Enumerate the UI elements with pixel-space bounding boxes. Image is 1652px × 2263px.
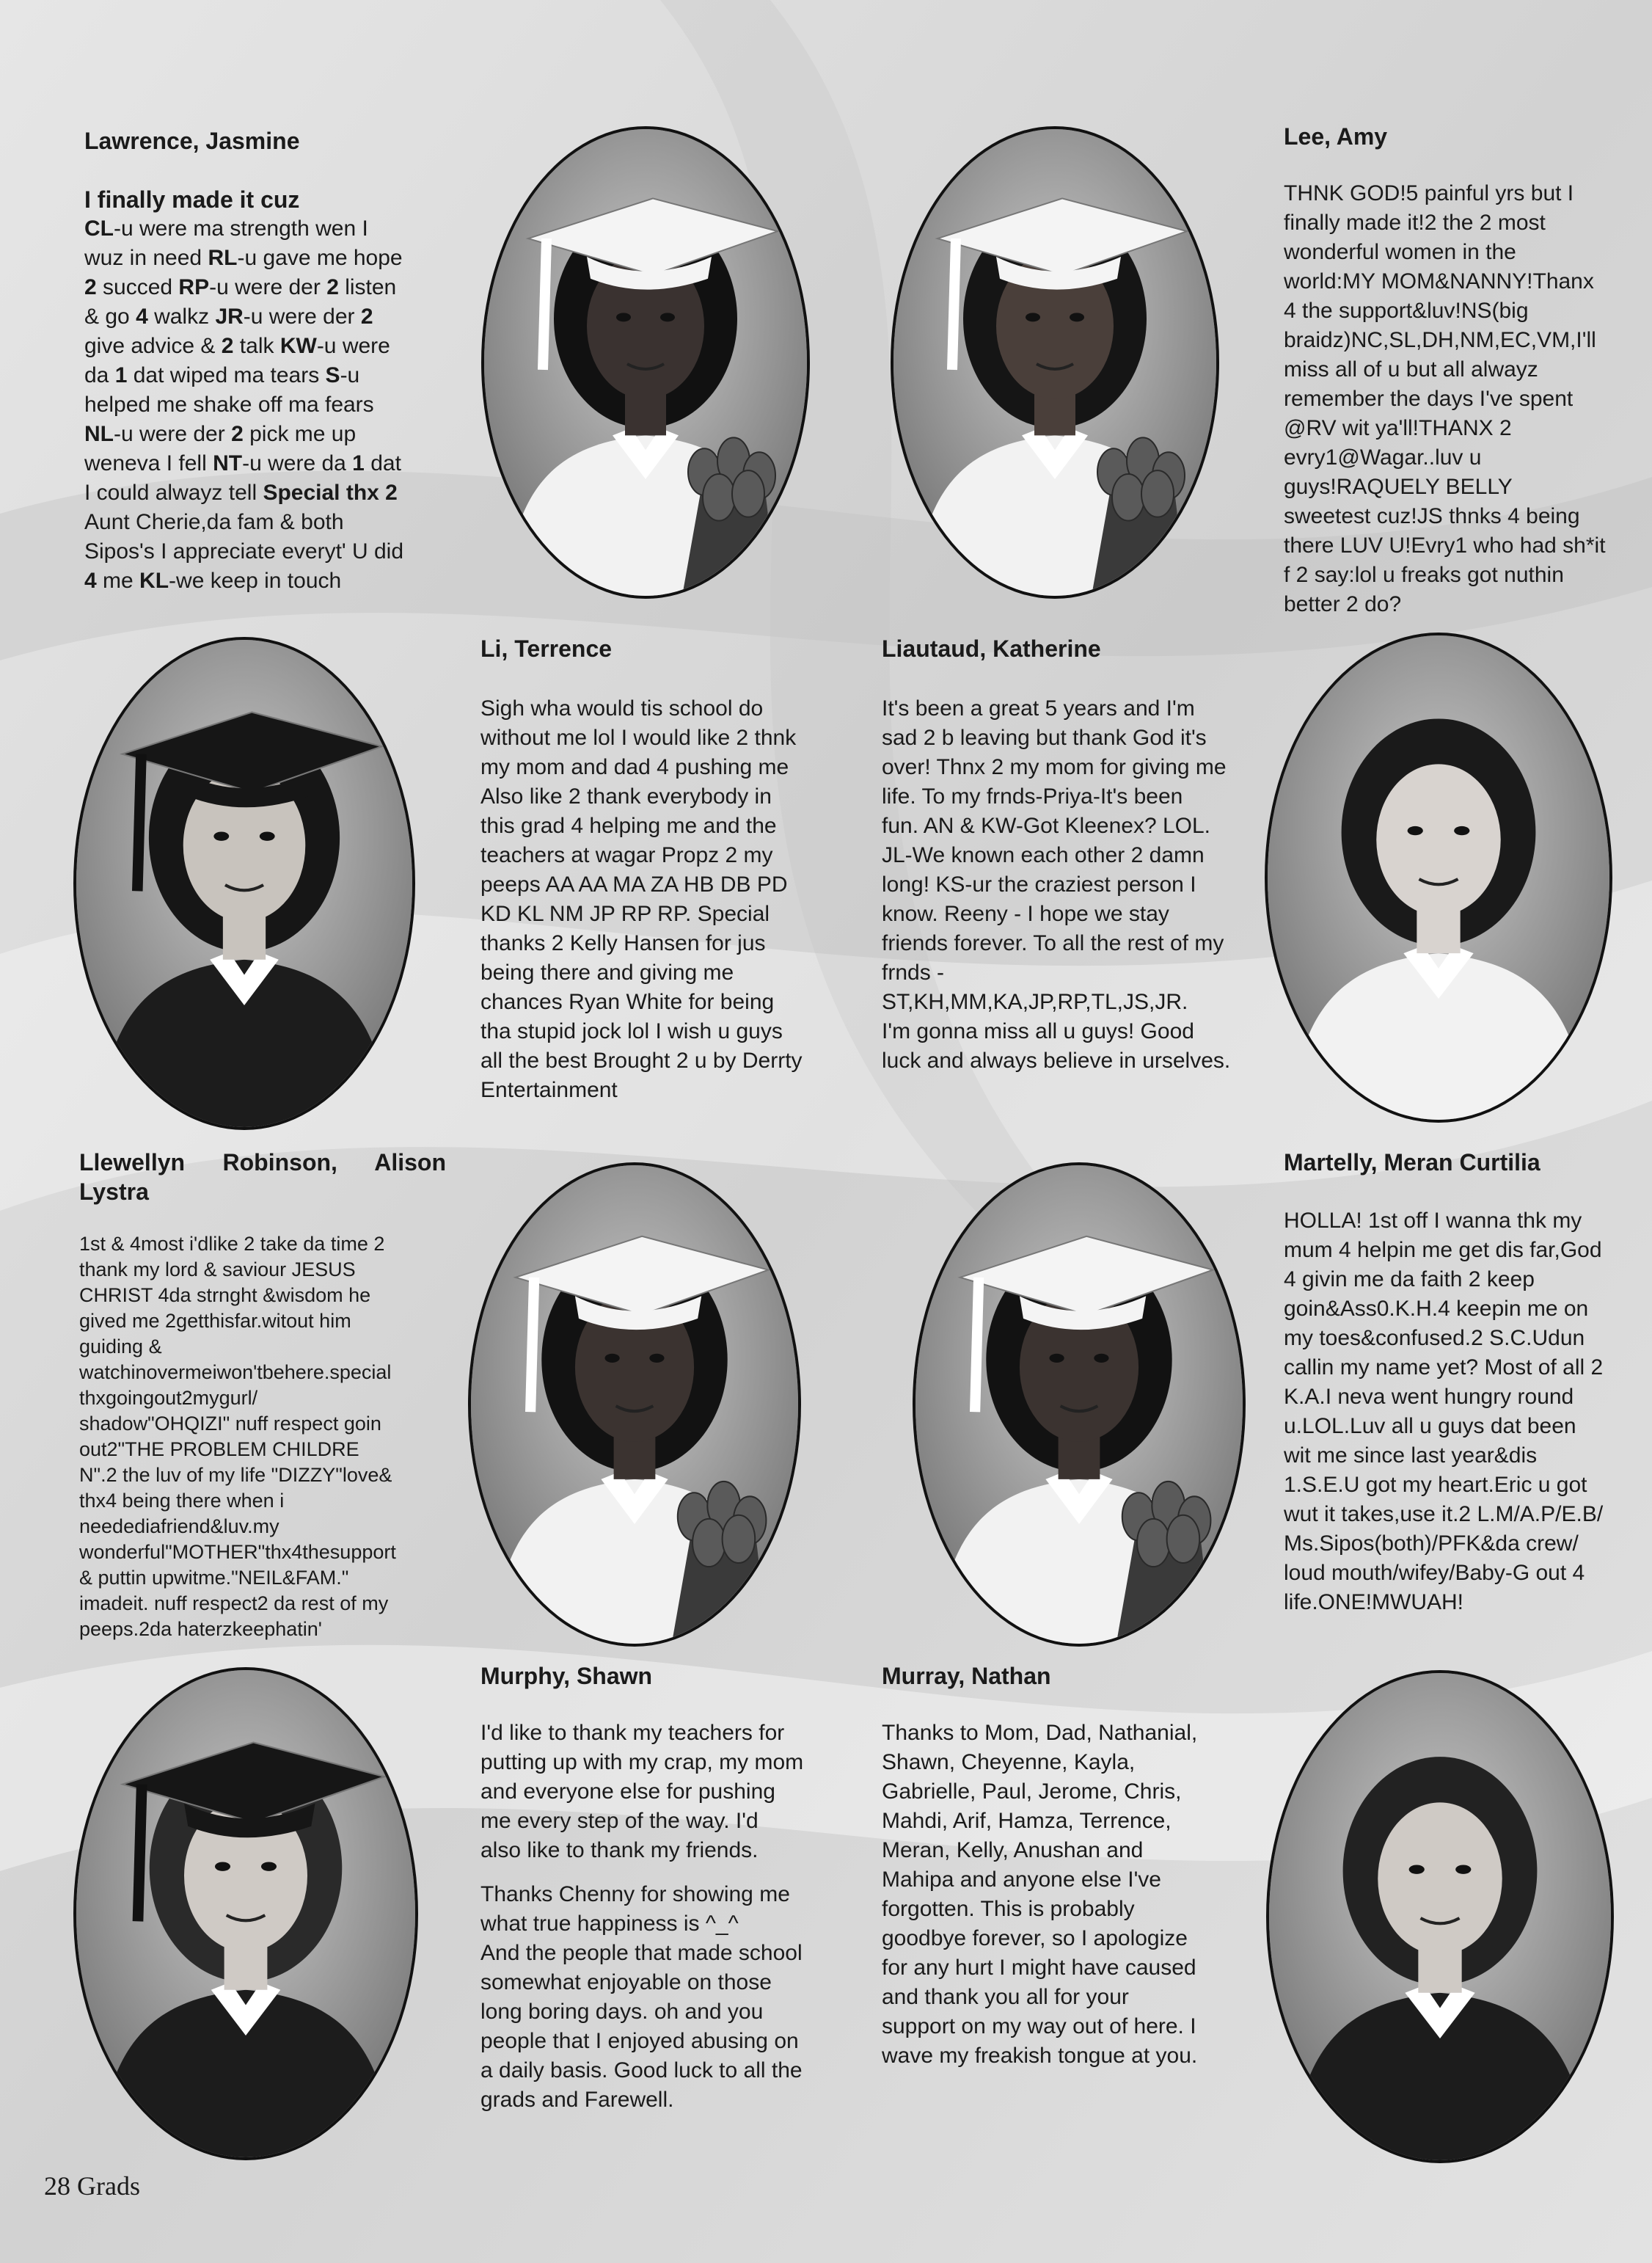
portrait-murphy-shawn — [73, 1667, 418, 2160]
text-line: Also like 2 thank everybody in — [480, 784, 772, 809]
text-line: braidz)NC,SL,DH,NM,EC,VM,I'll — [1284, 328, 1596, 352]
right-eye — [1094, 1354, 1108, 1363]
portrait-photo — [1268, 635, 1609, 1120]
text-line: It's been a great 5 years and I'm — [882, 696, 1195, 721]
text-segment: da — [84, 363, 115, 387]
text-segment: -u were ma strength wen I — [114, 216, 368, 241]
entry-name-liautaud: Liautaud, Katherine — [882, 635, 1101, 662]
text-line — [84, 478, 466, 508]
portrait-photo — [1269, 1673, 1611, 2160]
text-line: wave my freakish tongue at you. — [882, 2044, 1198, 2068]
portrait-photo — [484, 129, 807, 596]
entry-text-li — [480, 694, 822, 1105]
text-line: I'm gonna miss all u guys! Good — [882, 1019, 1194, 1043]
tulip-flower — [1167, 1515, 1200, 1563]
face — [1378, 1802, 1502, 1955]
text-line: people that I enjoyed abusing on — [480, 2029, 799, 2053]
text-line: frnds - — [882, 961, 945, 985]
text-line: my toes&confused.2 S.C.Udun — [1284, 1326, 1585, 1350]
text-segment: pick me up — [243, 422, 357, 446]
portrait-martelly-meran — [913, 1162, 1246, 1647]
text-line: long! KS-ur the craziest person I — [882, 872, 1196, 897]
text-line: goodbye forever, so I apologize — [882, 1926, 1188, 1950]
text-line: needediafriend&luv.my — [79, 1515, 279, 1537]
text-line: wit me since last year&dis — [1284, 1443, 1538, 1468]
text-line — [84, 449, 466, 478]
cap-tassel — [138, 1785, 142, 1922]
text-line: 1st & 4most i'dlike 2 take da time 2 — [79, 1233, 385, 1255]
text-line: And the people that made school — [480, 1941, 803, 1965]
right-eye — [649, 1354, 664, 1363]
text-line: Gabrielle, Paul, Jerome, Chris, — [882, 1779, 1182, 1804]
text-line: tha stupid jock lol I wish u guys — [480, 1019, 783, 1043]
text-segment: -u were der — [114, 422, 232, 446]
bold-initials: 1 — [114, 363, 128, 387]
text-line: what true happiness is ^_^ — [480, 1912, 739, 1936]
text-segment: helped me shake off ma fears — [84, 393, 374, 417]
text-line: fun. AN & KW-Got Kleenex? LOL. — [882, 814, 1211, 838]
bold-initials: 2 — [360, 305, 373, 329]
text-line — [84, 244, 466, 273]
text-line: know. Reeny - I hope we stay — [882, 902, 1169, 926]
text-line: THNK GOD!5 painful yrs but I — [1284, 181, 1574, 205]
text-line: CHRIST 4da strnght &wisdom he — [79, 1284, 371, 1306]
portrait-lawrence-jasmine — [481, 126, 810, 599]
entry-name-llewellyn: Llewellyn Robinson, Alison Lystra — [79, 1149, 446, 1205]
bold-initials: 2 — [84, 275, 97, 299]
text-line: gived me 2getthisfar.witout him — [79, 1310, 351, 1332]
left-eye — [1409, 1865, 1425, 1873]
entry-heading-lawrence: I finally made it cuz — [84, 186, 300, 213]
left-eye — [1026, 313, 1040, 321]
text-line: somewhat enjoyable on those — [480, 1970, 772, 1994]
bold-initials: S — [325, 363, 340, 387]
right-eye — [1454, 826, 1469, 835]
text-line: over! Thnx 2 my mom for giving me — [882, 755, 1227, 779]
bold-initials: KL — [139, 569, 169, 593]
text-line: watchinovermeiwon'tbehere.special — [79, 1361, 392, 1383]
text-line — [84, 361, 466, 390]
text-line: callin my name yet? Most of all 2 — [1284, 1355, 1604, 1380]
bold-initials: 1 — [352, 451, 365, 475]
text-line: grads and Farewell. — [480, 2088, 674, 2112]
text-line: remember the days I've spent — [1284, 387, 1574, 411]
text-segment: listen — [338, 275, 397, 299]
tulip-flower — [732, 470, 764, 517]
text-line — [480, 1865, 833, 1880]
text-line: friends forever. To all the rest of my — [882, 931, 1224, 955]
text-line: teachers at wagar Propz 2 my — [480, 843, 773, 867]
text-line: I'd like to thank my teachers for — [480, 1721, 785, 1745]
text-line: wonderful"MOTHER"thx4thesupport — [79, 1541, 396, 1563]
text-line — [84, 508, 466, 537]
text-line: luck and always believe in urselves. — [882, 1049, 1231, 1073]
text-line: 4 the support&luv!NS(big — [1284, 299, 1529, 323]
entry-name-lee: Lee, Amy — [1284, 123, 1388, 150]
text-line: for any hurt I might have caused — [882, 1956, 1196, 1980]
text-line: Thanks to Mom, Dad, Nathanial, — [882, 1721, 1198, 1745]
text-line: u.LOL.Luv all u guys dat been — [1284, 1414, 1576, 1438]
left-eye — [604, 1354, 619, 1363]
text-line: thxgoingout2mygurl/ — [79, 1387, 258, 1409]
bold-initials: Special thx 2 — [263, 481, 398, 505]
text-line: Mahipa and anyone else I've — [882, 1867, 1161, 1892]
text-line: me every step of the way. I'd — [480, 1809, 759, 1833]
left-eye — [215, 1862, 230, 1870]
text-line: putting up with my crap, my mom — [480, 1750, 804, 1774]
text-segment: -u were da — [242, 451, 353, 475]
text-segment: -u were — [316, 334, 390, 358]
text-line: goin&Ass0.K.H.4 keepin me on — [1284, 1297, 1589, 1321]
portrait-photo — [893, 129, 1216, 596]
bold-initials: NT — [213, 451, 243, 475]
face — [1376, 764, 1500, 915]
text-line: K.A.I neva went hungry round — [1284, 1385, 1574, 1409]
text-line: without me lol I would like 2 thnk — [480, 726, 797, 750]
text-line: sweetest cuz!JS thnks 4 being — [1284, 504, 1580, 528]
text-line: HOLLA! 1st off I wanna thk my — [1284, 1209, 1582, 1233]
text-line: evry1@Wagar..luv u — [1284, 445, 1482, 470]
text-line: Meran, Kelly, Anushan and — [882, 1838, 1144, 1862]
text-segment: wuz in need — [84, 246, 208, 270]
portrait-photo — [76, 1670, 415, 2157]
text-line: f 2 say:lol u freaks got nuthin — [1284, 563, 1564, 587]
text-line: Ms.Sipos(both)/PFK&da crew/ — [1284, 1531, 1579, 1556]
right-eye — [660, 313, 675, 321]
bold-initials: CL — [84, 216, 114, 241]
right-eye — [1455, 1865, 1471, 1873]
text-segment: succed — [96, 275, 179, 299]
text-line — [84, 420, 466, 449]
text-line: finally made it!2 the 2 most — [1284, 211, 1546, 235]
text-line: support on my way out of here. I — [882, 2014, 1196, 2038]
text-line: imadeit. nuff respect2 da rest of my — [79, 1592, 389, 1614]
bold-initials: 2 — [221, 334, 234, 358]
text-segment: walkz — [147, 305, 216, 329]
text-line: a daily basis. Good luck to all the — [480, 2058, 803, 2082]
text-line: chances Ryan White for being — [480, 990, 775, 1014]
text-line: wut it takes,use it.2 L.M/A.P/E.B/ — [1284, 1502, 1604, 1526]
text-line: long boring days. oh and you — [480, 2000, 764, 2024]
text-segment: -u — [340, 363, 360, 387]
text-line: mum 4 helpin me get dis far,God — [1284, 1238, 1602, 1262]
entry-name-murphy: Murphy, Shawn — [480, 1663, 653, 1689]
text-line: my mom and dad 4 pushing me — [480, 755, 789, 779]
text-line: world:MY MOM&NANNY!Thanx — [1284, 269, 1594, 294]
entry-text-murray — [882, 1719, 1249, 2071]
text-line — [84, 273, 466, 302]
portrait-photo — [915, 1165, 1243, 1644]
text-line: wonderful women in the — [1284, 240, 1516, 264]
text-line: thank my lord & saviour JESUS — [79, 1258, 356, 1280]
right-eye — [260, 831, 275, 840]
text-segment: talk — [233, 334, 280, 358]
bold-initials: KW — [279, 334, 317, 358]
text-line: also like to thank my friends. — [480, 1838, 759, 1862]
text-segment: give advice & — [84, 334, 222, 358]
text-line: & puttin upwitme."NEIL&FAM." — [79, 1567, 349, 1589]
text-line: peeps AA AA MA ZA HB DB PD — [480, 872, 788, 897]
text-line: all the best Brought 2 u by Derrty — [480, 1049, 803, 1073]
text-segment: -u were der — [243, 305, 361, 329]
text-line: Shawn, Cheyenne, Kayla, — [882, 1750, 1136, 1774]
text-segment: me — [96, 569, 140, 593]
cap-tassel — [975, 1278, 979, 1412]
portrait-llewellyn-robinson-alison — [468, 1162, 801, 1647]
text-line: 1.S.E.U got my heart.Eric u got — [1284, 1473, 1587, 1497]
text-line: peeps.2da haterzkeephatin' — [79, 1618, 322, 1640]
text-line — [84, 332, 466, 361]
cap-tassel — [952, 238, 956, 370]
entry-text-llewellyn — [79, 1231, 461, 1642]
text-line: guiding & — [79, 1335, 162, 1358]
text-line: Entertainment — [480, 1078, 618, 1102]
text-line: miss all of u but all alwayz — [1284, 357, 1538, 382]
text-line: and everyone else for pushing — [480, 1779, 775, 1804]
cap-tassel — [137, 754, 141, 892]
tulip-flower — [1112, 474, 1144, 521]
text-line: N".2 the luv of my life "DIZZY"love& — [79, 1464, 392, 1486]
text-line: ST,KH,MM,KA,JP,RP,TL,JS,JR. — [882, 990, 1188, 1014]
text-line: thx4 being there when i — [79, 1490, 285, 1512]
text-line — [84, 537, 466, 566]
left-eye — [1049, 1354, 1064, 1363]
entry-name-martelly: Martelly, Meran Curtilia — [1284, 1149, 1540, 1176]
entry-text-murphy — [480, 1719, 833, 2115]
bold-initials: 4 — [84, 569, 97, 593]
cap-tassel — [530, 1278, 534, 1412]
bold-initials: NL — [84, 422, 114, 446]
tulip-flower — [1141, 470, 1174, 517]
entry-name-li: Li, Terrence — [480, 635, 613, 662]
portrait-photo — [76, 640, 412, 1127]
tulip-flower — [1137, 1519, 1170, 1567]
bold-initials: JR — [215, 305, 244, 329]
text-segment: dat wiped ma tears — [127, 363, 326, 387]
portrait-lee-amy — [891, 126, 1219, 599]
text-segment: Aunt Cherie,da fam & both — [84, 510, 344, 534]
text-line: life. To my frnds-Priya-It's been — [882, 784, 1183, 809]
text-line: better 2 do? — [1284, 592, 1402, 616]
text-line: shadow"OHQIZI" nuff respect goin — [79, 1413, 381, 1435]
text-line: thanks 2 Kelly Hansen for jus — [480, 931, 766, 955]
right-eye — [1070, 313, 1084, 321]
text-line — [84, 302, 466, 332]
bold-initials: RP — [178, 275, 210, 299]
text-line — [84, 390, 466, 420]
left-eye — [1408, 826, 1423, 835]
tulip-flower — [723, 1515, 756, 1563]
text-line: JL-We known each other 2 damn — [882, 843, 1205, 867]
text-segment: -u gave me hope — [237, 246, 403, 270]
text-segment: -u were der — [209, 275, 327, 299]
entry-text-martelly — [1284, 1206, 1636, 1617]
text-line: sad 2 b leaving but thank God it's — [882, 726, 1207, 750]
text-line: @RV wit ya'll!THANX 2 — [1284, 416, 1512, 440]
text-line: forgotten. This is probably — [882, 1897, 1135, 1921]
text-line: Thanks Chenny for showing me — [480, 1882, 790, 1906]
entry-name-lawrence: Lawrence, Jasmine — [84, 128, 300, 154]
text-segment: Sipos's I appreciate everyt' U did — [84, 539, 403, 564]
tulip-flower — [692, 1519, 726, 1567]
bold-initials: 2 — [326, 275, 339, 299]
text-line — [84, 566, 466, 596]
text-line: guys!RAQUELY BELLY — [1284, 475, 1513, 499]
portrait-murray-nathan — [1266, 1670, 1614, 2163]
tulip-flower — [703, 474, 735, 521]
entry-text-lawrence — [84, 214, 466, 596]
portrait-li-terrence — [73, 637, 415, 1130]
entry-text-lee — [1284, 179, 1636, 619]
text-line: KD KL NM JP RP RP. Special — [480, 902, 770, 926]
entry-name-murray: Murray, Nathan — [882, 1663, 1051, 1689]
text-line — [84, 214, 466, 244]
left-eye — [616, 313, 631, 321]
text-segment: -we keep in touch — [169, 569, 342, 593]
text-line: and thank you all for your — [882, 1985, 1129, 2009]
text-line: life.ONE!MWUAH! — [1284, 1590, 1464, 1614]
text-line: there LUV U!Evry1 who had sh*it — [1284, 533, 1606, 558]
text-segment: weneva I fell — [84, 451, 213, 475]
text-line: Mahdi, Arif, Hamza, Terrence, — [882, 1809, 1172, 1833]
bold-initials: 2 — [231, 422, 244, 446]
text-segment: I could alwayz tell — [84, 481, 263, 505]
portrait-liautaud-katherine — [1265, 633, 1612, 1123]
text-line: this grad 4 helping me and the — [480, 814, 777, 838]
entry-text-liautaud — [882, 694, 1247, 1076]
text-segment: & go — [84, 305, 136, 329]
bold-initials: 4 — [136, 305, 148, 329]
text-line: Sigh wha would tis school do — [480, 696, 764, 721]
right-eye — [261, 1862, 277, 1870]
text-line: loud mouth/wifey/Baby-G out 4 — [1284, 1561, 1585, 1585]
text-line: out2"THE PROBLEM CHILDRE — [79, 1438, 359, 1460]
cap-tassel — [543, 238, 547, 370]
text-line: being there and giving me — [480, 961, 734, 985]
bold-initials: RL — [208, 246, 238, 270]
left-eye — [213, 831, 229, 840]
text-line: 4 givin me da faith 2 keep — [1284, 1267, 1535, 1291]
page-footer: 28 Grads — [44, 2171, 140, 2201]
portrait-photo — [471, 1165, 798, 1644]
text-segment: dat — [364, 451, 401, 475]
